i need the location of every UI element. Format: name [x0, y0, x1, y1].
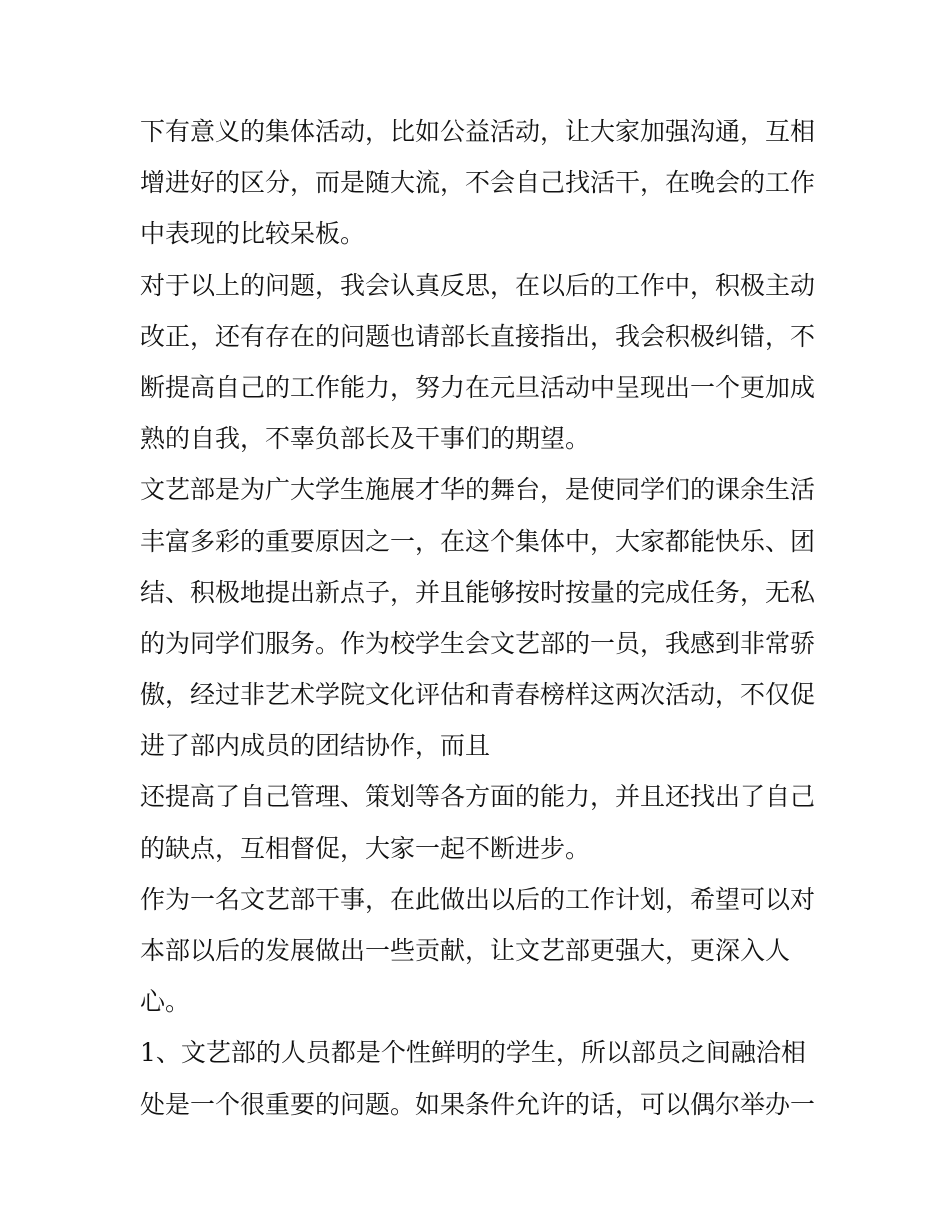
text-line: 熟的自我，不辜负部长及干事们的期望。	[140, 424, 591, 454]
text-line: 心。	[140, 987, 191, 1017]
text-line: 进了部内成员的团结协作，而且	[140, 731, 491, 761]
text-line: 中表现的比较呆板。	[140, 219, 366, 249]
text-line: 文艺部是为广大学生施展才华的舞台，是使同学们的课余生活	[140, 475, 816, 505]
paragraph-4	[140, 771, 815, 873]
text-line: 断提高自己的工作能力，努力在元旦活动中呈现出一个更加成	[140, 372, 816, 402]
text-line: 作为一名文艺部干事，在此做出以后的工作计划，希望可以对	[140, 884, 816, 914]
text-line: 处是一个很重要的问题。如果条件允许的话，可以偶尔举办一	[140, 1089, 816, 1119]
text-line: 丰富多彩的重要原因之一，在这个集体中，大家都能快乐、团	[140, 526, 816, 556]
text-line: 下有意义的集体活动，比如公益活动，让大家加强沟通，互相	[140, 117, 816, 146]
paragraph-6	[140, 1027, 815, 1129]
document-body	[140, 106, 815, 1130]
paragraph-2	[140, 260, 815, 465]
paragraph-3	[140, 464, 815, 771]
paragraph-1	[140, 106, 815, 260]
text-line: 本部以后的发展做出一些贡献，让文艺部更强大，更深入人	[140, 936, 791, 965]
text-line: 的缺点，互相督促，大家一起不断进步。	[140, 833, 591, 863]
text-line: 还提高了自己管理、策划等各方面的能力，并且还找出了自己	[140, 782, 816, 812]
text-line: 傲，经过非艺术学院文化评估和青春榜样这两次活动，不仅促	[140, 680, 816, 710]
text-line: 的为同学们服务。作为校学生会文艺部的一员，我感到非常骄	[140, 628, 816, 658]
text-line: 结、积极地提出新点子，并且能够按时按量的完成任务，无私	[140, 577, 816, 607]
text-line: 对于以上的问题，我会认真反思，在以后的工作中，积极主动	[140, 270, 816, 300]
text-line: 改正，还有存在的问题也请部长直接指出，我会积极纠错，不	[140, 321, 816, 351]
text-line: 1、文艺部的人员都是个性鲜明的学生，所以部员之间融洽相	[140, 1038, 806, 1068]
text-line: 增进好的区分，而是随大流，不会自己找活干，在晚会的工作	[140, 168, 816, 198]
paragraph-5	[140, 874, 815, 1028]
